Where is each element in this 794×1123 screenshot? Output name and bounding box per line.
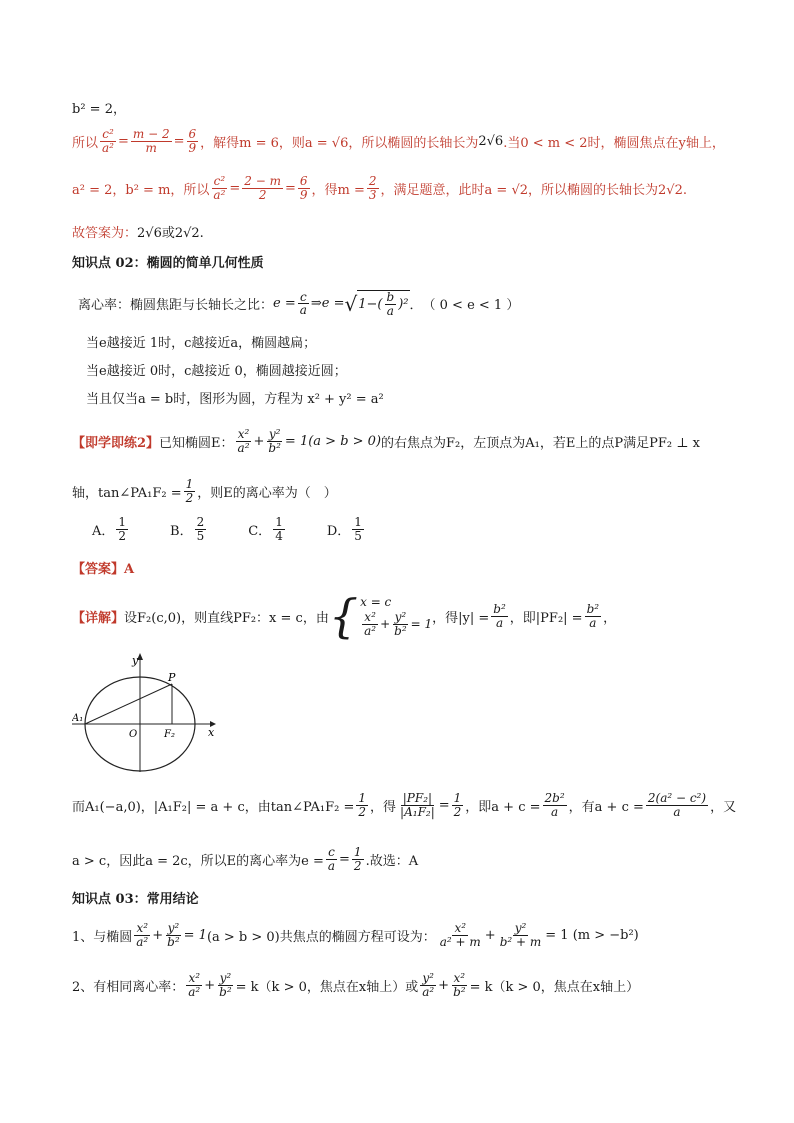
section-title-kp2	[72, 252, 264, 271]
text: = 1	[410, 617, 433, 631]
line-eccentricity	[78, 290, 519, 317]
text: .故选：A	[365, 853, 419, 869]
text: ，得|y| =	[432, 610, 490, 626]
fraction: $\frac{1}{2}$	[185, 477, 194, 505]
option-a[interactable]	[92, 516, 130, 542]
text: ，即a + c =	[465, 799, 541, 815]
text: ，解得m = 6，则a = √6，所以椭圆的长轴长为	[200, 135, 479, 151]
fraction: $\frac{1}{2}$	[453, 791, 462, 819]
fraction: $\frac{\text{c²}}{\text{a²}}$	[102, 127, 114, 155]
text: +	[253, 433, 265, 449]
fraction: $\frac{\text{x²}}{\text{b²}}$	[453, 971, 466, 999]
answer-tag	[72, 558, 134, 577]
fraction: $\frac{\text{c²}}{\text{a²}}$	[213, 174, 226, 202]
fraction: $\frac{6}{9}$	[299, 174, 308, 202]
line-near0	[86, 360, 347, 379]
option-label: D．	[326, 523, 351, 539]
option-d[interactable]	[327, 516, 366, 542]
line-near1	[86, 332, 316, 351]
fraction: $\frac{\text{x²}}{\text{a²}}$	[237, 427, 250, 455]
line-detail-1	[72, 589, 617, 643]
label-f2: F₂	[164, 729, 175, 740]
fraction: $\frac{c}{a}$	[299, 289, 307, 318]
text: 2、有相同离心率：	[72, 979, 185, 995]
text: ，满足题意，此时a = √2，所以椭圆的长轴长为2√2.	[380, 182, 687, 198]
fraction: $\frac{m - 2}{m}$	[132, 127, 170, 155]
text: ，	[603, 610, 617, 626]
option-b[interactable]	[170, 516, 208, 542]
text: = 1	[183, 927, 207, 943]
fraction: $\frac{\text{x²}}{\text{a²}}$	[136, 921, 149, 949]
label-y: y	[132, 654, 139, 667]
label-a1: A₁	[72, 713, 84, 724]
text: √	[344, 291, 358, 316]
text: 设F₂(c,0)，则直线PF₂：x = c，由	[124, 610, 329, 626]
fraction: $\frac{\text{y²}}{\text{b²}}$	[268, 427, 281, 455]
text: 当e越接近 0时，c越接近 0，椭圆越接近圆；	[86, 364, 347, 379]
text: x = c	[360, 594, 392, 609]
text: (a > b > 0)共焦点的椭圆方程可设为：	[206, 929, 436, 945]
text: ，则E的离心率为（ ）	[197, 485, 337, 501]
text: ，有a + c =	[568, 799, 644, 815]
text: a > c，因此a = 2c，所以E的离心率为e =	[72, 853, 324, 869]
text: 故答案为：	[72, 226, 138, 241]
label-x: x	[208, 726, 215, 739]
fraction: $\frac{1}{4}$	[275, 515, 283, 543]
line-question-2	[72, 478, 337, 504]
sqrt: 1−( $\frac{b}{a}$ )²	[358, 290, 409, 318]
line-conclusion-1	[72, 922, 639, 948]
fraction: $\frac{2}{5}$	[196, 515, 205, 543]
fraction: $\frac{\text{2b²}}{a}$	[544, 791, 565, 819]
option-label: C．	[248, 523, 272, 539]
fraction: $\frac{\text{y²}}{\text{b²}}$	[219, 971, 232, 999]
text: 当且仅当a = b时，图形为圆，方程为 x² + y² = a²	[86, 392, 384, 407]
fraction: $\frac{1}{2}$	[358, 791, 367, 819]
fraction: $\frac{\text{x²}}{\text{a²}}$	[188, 971, 201, 999]
text: =	[173, 133, 185, 149]
text: ．	[409, 298, 423, 314]
text: e =	[273, 296, 296, 312]
line-m23	[72, 175, 687, 201]
fraction: $\frac{2}{3}$	[368, 174, 377, 202]
text: 而A₁(−a,0)，|A₁F₂| = a + c，由tan∠PA₁F₂ =	[72, 799, 355, 815]
label-p: P	[168, 671, 176, 684]
text: =	[339, 851, 350, 867]
fraction: $\frac{6}{9}$	[188, 127, 197, 155]
line-a1p	[85, 684, 172, 724]
fraction: $\frac{\text{b²}}{a}$	[493, 601, 506, 630]
text: e =	[321, 296, 345, 312]
fraction: $\frac{1}{5}$	[354, 515, 362, 543]
ellipse-figure	[72, 648, 222, 773]
text: ，得m =	[311, 182, 365, 198]
text: +	[438, 977, 450, 993]
label-o: O	[129, 729, 138, 740]
text: ⇒	[310, 296, 322, 312]
text: =	[438, 797, 450, 813]
line-detail-3	[72, 846, 418, 872]
fraction: $\frac{\text{b²}}{a}$	[586, 601, 600, 630]
text: b² = 2，	[72, 102, 126, 117]
text: 知识点 02：椭圆的简单几何性质	[72, 256, 264, 271]
text: （ 0 < e < 1 ）	[422, 298, 520, 314]
fraction: $\frac{\text{y²}}{\text{b² + m}}$	[499, 921, 542, 949]
text: 【详解】	[72, 610, 125, 626]
text: +	[484, 927, 496, 943]
fraction: $\frac{\text{y²}}{\text{a²}}$	[422, 971, 435, 999]
ellipse-diagram	[72, 648, 222, 777]
text: 轴，tan∠PA₁F₂ =	[72, 485, 182, 501]
fraction: $\frac{1}{2}$	[353, 845, 362, 873]
section-title-kp3	[72, 888, 199, 907]
text: ，又	[710, 799, 737, 815]
text: = 1(a > b > 0)	[284, 433, 382, 449]
text: = k（k > 0，焦点在x轴上）或	[235, 979, 419, 995]
line-conclusion-2	[72, 972, 639, 998]
line-question-1	[72, 428, 700, 454]
text: =	[117, 133, 129, 149]
option-label: B．	[170, 523, 193, 539]
text: 当e越接近 1时，c越接近a，椭圆越扁；	[86, 336, 317, 351]
text: ，得	[370, 799, 397, 815]
option-label: A．	[92, 523, 115, 539]
text: +	[204, 977, 216, 993]
text: = k（k > 0，焦点在x轴上）	[469, 979, 640, 995]
fraction: $\frac{\text{y²}}{\text{b²}}$	[167, 921, 180, 949]
text: 离心率：椭圆焦距与长轴长之比：	[78, 298, 274, 314]
text: +	[152, 927, 164, 943]
line-m6	[72, 128, 725, 154]
line-b2	[72, 98, 126, 117]
text: a² = 2，b² = m，所以	[72, 182, 210, 198]
option-c[interactable]	[248, 516, 287, 542]
line-circle	[86, 388, 384, 407]
text: 【即学即练2】	[72, 435, 160, 451]
text: 已知椭圆E：	[159, 435, 234, 451]
fraction: $\frac{\text{x²}}{\text{a² + m}}$	[439, 921, 481, 949]
text: ，即|PF₂| =	[509, 610, 583, 626]
text: = 1 (m > −b²)	[545, 927, 639, 943]
text: 【答案】A	[72, 562, 135, 577]
text: .当0 < m < 2时，椭圆焦点在y轴上，	[503, 135, 725, 151]
equation-system: { x = c $\frac{\text{x²}}{\text{a²}}$ + $\frac{\text{y²}}{\text{b²}}$ = 1	[328, 589, 433, 643]
fraction: $\frac{c}{a}$	[327, 845, 336, 873]
text: 1、与椭圆	[72, 929, 133, 945]
text: 2√6或2√2.	[137, 226, 204, 241]
line-answer	[72, 222, 204, 241]
text: =	[229, 180, 241, 196]
fraction: $\frac{1}{2}$	[118, 515, 127, 543]
text: =	[285, 180, 296, 196]
fraction: $\frac{\text{2(a² − c²)}}{a}$	[647, 791, 707, 819]
text: 的右焦点为F₂，左顶点为A₁，若E上的点P满足PF₂ ⊥ x	[381, 435, 700, 451]
options-row	[92, 516, 406, 542]
text: 所以	[72, 135, 99, 151]
fraction: $\frac{\text{|PF₂|}}{\text{|A₁F₂|}}$	[400, 791, 435, 819]
text: 2√6	[478, 133, 504, 149]
line-detail-2	[72, 792, 736, 818]
fraction: $\frac{2 - m}{2}$	[244, 174, 281, 202]
text: 知识点 03：常用结论	[72, 892, 199, 907]
